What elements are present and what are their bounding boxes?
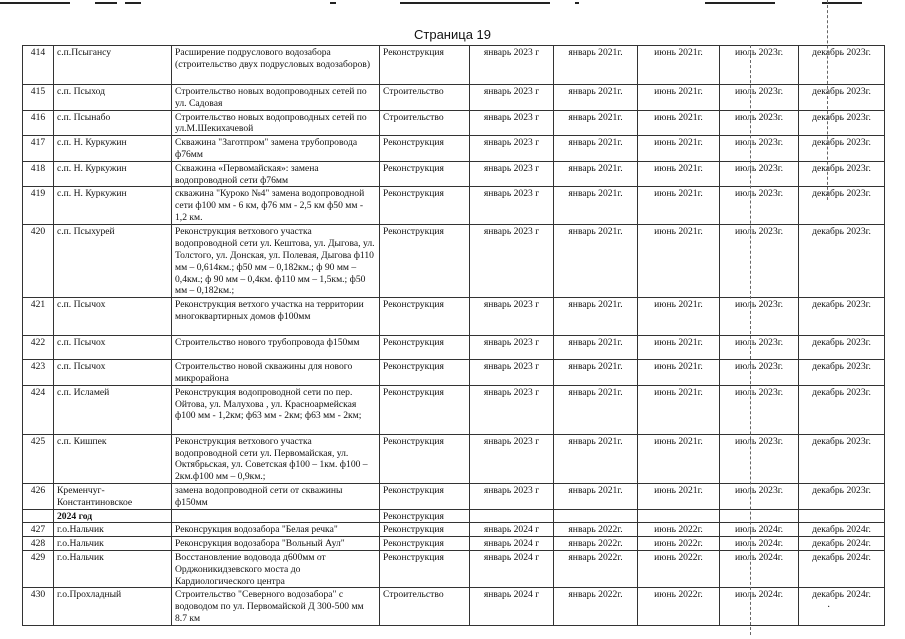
cell-desc: Восстановление водовода д600мм от Орджоникидзевского моста до Кардиологического центра <box>172 550 380 587</box>
table-row <box>23 550 885 587</box>
cell-c5: декабрь 2024г. <box>799 523 885 537</box>
cell-c1: январь 2023 г <box>470 360 554 386</box>
cell-c2: январь 2021г. <box>554 161 638 187</box>
cell-c2: январь 2021г. <box>554 483 638 509</box>
cell-kind: Реконструкция <box>380 187 470 225</box>
cell-kind: Реконструкция <box>380 360 470 386</box>
cell-c2: январь 2021г. <box>554 360 638 386</box>
cell-c2: январь 2021г. <box>554 225 638 298</box>
cell-num: 423 <box>23 360 54 386</box>
cell-c2: январь 2021г. <box>554 336 638 360</box>
cell-c5: декабрь 2023г. <box>799 46 885 85</box>
cell-c2: январь 2021г. <box>554 85 638 111</box>
cell-c5: декабрь 2023г. <box>799 110 885 136</box>
cell-desc: Реконструкция водопроводной сети по пер. Ойтова, ул. Малухова , ул. Красноармейская ф100 мм - 1,2км; ф63 мм - 2км; ф63 мм - 2км; <box>172 385 380 434</box>
cell-desc: Скважина «Первомайская»: замена водопроводной сети ф76мм <box>172 161 380 187</box>
cell-c1: январь 2023 г <box>470 434 554 483</box>
year-header-row <box>23 509 885 523</box>
cell-place: с.п. Псыход <box>54 85 172 111</box>
cell-c3: июнь 2021г. <box>638 360 720 386</box>
table-row <box>23 110 885 136</box>
cell-kind: Реконструкция <box>380 483 470 509</box>
cell-c1: январь 2023 г <box>470 46 554 85</box>
cell-place: с.п. Кишпек <box>54 434 172 483</box>
cell-place: с.п. Псычох <box>54 336 172 360</box>
cell-c2: январь 2021г. <box>554 110 638 136</box>
cell-c3: июнь 2021г. <box>638 385 720 434</box>
cell-num: 425 <box>23 434 54 483</box>
cell-num: 416 <box>23 110 54 136</box>
cell-c2: январь 2021г. <box>554 136 638 162</box>
cell-place: г.о.Нальчик <box>54 550 172 587</box>
cell-c5: декабрь 2023г. <box>799 161 885 187</box>
cell-c2: январь 2022г. <box>554 588 638 625</box>
cell-kind: Реконструкция <box>380 523 470 537</box>
cell-num: 417 <box>23 136 54 162</box>
cell-c3: июнь 2021г. <box>638 298 720 336</box>
cell-num: 420 <box>23 225 54 298</box>
cell-place: с.п. Псыхурей <box>54 225 172 298</box>
scan-mark: · <box>827 602 831 613</box>
cell-c1: январь 2023 г <box>470 298 554 336</box>
projects-table <box>22 45 885 626</box>
cell-c1 <box>470 509 554 523</box>
table-row <box>23 187 885 225</box>
cell-place: г.о.Нальчик <box>54 537 172 551</box>
cell-c1: январь 2023 г <box>470 336 554 360</box>
cell-place: с.п.Псыгансу <box>54 46 172 85</box>
cell-c5: декабрь 2023г. <box>799 434 885 483</box>
cell-c5: декабрь 2023г. <box>799 385 885 434</box>
cell-c2: январь 2021г. <box>554 385 638 434</box>
cell-desc: Скважина "Заготпром" замена трубопровода ф76мм <box>172 136 380 162</box>
cell-c5: декабрь 2023г. <box>799 85 885 111</box>
cell-c5: декабрь 2023г. <box>799 360 885 386</box>
cell-kind: Реконструкция <box>380 537 470 551</box>
cell-num: 428 <box>23 537 54 551</box>
cell-kind: Реконструкция <box>380 225 470 298</box>
table-row <box>23 588 885 625</box>
table-row <box>23 225 885 298</box>
cell-c1: январь 2024 г <box>470 523 554 537</box>
cell-kind: Реконструкция <box>380 385 470 434</box>
cell-c1: январь 2023 г <box>470 161 554 187</box>
cell-c3: июнь 2021г. <box>638 110 720 136</box>
cell-c5: декабрь 2023г. <box>799 298 885 336</box>
cell-num: 419 <box>23 187 54 225</box>
fold-line <box>750 45 751 635</box>
cell-c2: январь 2022г. <box>554 523 638 537</box>
cell-c1: январь 2024 г <box>470 550 554 587</box>
cell-c1: январь 2024 г <box>470 588 554 625</box>
table-row <box>23 483 885 509</box>
cell-place: с.п. Псычох <box>54 298 172 336</box>
cell-c1: январь 2023 г <box>470 483 554 509</box>
cell-c5: декабрь 2024г. <box>799 588 885 625</box>
cell-place: с.п. Н. Куркужин <box>54 136 172 162</box>
cell-desc <box>172 509 380 523</box>
fold-line <box>827 0 828 200</box>
cell-c4: июль 2023г. <box>720 136 799 162</box>
top-edge-lines <box>0 0 905 10</box>
cell-place: 2024 год <box>54 509 172 523</box>
cell-c1: январь 2024 г <box>470 537 554 551</box>
table-row <box>23 434 885 483</box>
cell-c4: июль 2024г. <box>720 523 799 537</box>
cell-c3: июнь 2022г. <box>638 537 720 551</box>
cell-num: 421 <box>23 298 54 336</box>
cell-desc: Реконструкция ветхого участка на территории многоквартирных домов ф100мм <box>172 298 380 336</box>
cell-c3: июнь 2021г. <box>638 46 720 85</box>
cell-kind: Реконструкция <box>380 161 470 187</box>
cell-c1: январь 2023 г <box>470 225 554 298</box>
cell-c3: июнь 2022г. <box>638 523 720 537</box>
cell-c1: январь 2023 г <box>470 85 554 111</box>
cell-num: 418 <box>23 161 54 187</box>
cell-c5: декабрь 2023г. <box>799 136 885 162</box>
cell-num: 430 <box>23 588 54 625</box>
cell-num: 415 <box>23 85 54 111</box>
cell-desc: Реконструкция ветхового участка водопроводной сети ул. Первомайская, ул. Октябрьская, ул. Советская ф100 – 1км. ф100 – 2км.ф100 мм – 0,9км.; <box>172 434 380 483</box>
cell-kind: Строительство <box>380 110 470 136</box>
cell-c5: декабрь 2023г. <box>799 187 885 225</box>
cell-num: 429 <box>23 550 54 587</box>
cell-desc: скважина "Куроко №4" замена водопроводной сети ф100 мм - 6 км, ф76 мм - 2,5 км ф50 мм - 1,2 км. <box>172 187 380 225</box>
cell-desc: Строительство нового трубопровода ф150мм <box>172 336 380 360</box>
cell-c2: январь 2021г. <box>554 298 638 336</box>
cell-c1: январь 2023 г <box>470 110 554 136</box>
cell-c5 <box>799 509 885 523</box>
cell-c2: январь 2021г. <box>554 46 638 85</box>
cell-kind: Строительство <box>380 85 470 111</box>
cell-desc: Строительство новых водопроводных сетей по ул.М.Шекихачевой <box>172 110 380 136</box>
cell-kind: Реконструкция <box>380 550 470 587</box>
cell-c3: июнь 2022г. <box>638 588 720 625</box>
cell-kind: Реконструкция <box>380 434 470 483</box>
cell-place: г.о.Нальчик <box>54 523 172 537</box>
cell-c5: декабрь 2024г. <box>799 537 885 551</box>
cell-place: с.п. Исламей <box>54 385 172 434</box>
cell-c1: январь 2023 г <box>470 187 554 225</box>
cell-c4: июль 2023г. <box>720 110 799 136</box>
cell-desc: Реконсрукция водозабора "Вольный Аул" <box>172 537 380 551</box>
cell-c1: январь 2023 г <box>470 385 554 434</box>
table-row <box>23 46 885 85</box>
cell-c3: июнь 2022г. <box>638 550 720 587</box>
cell-c4: июль 2023г. <box>720 483 799 509</box>
cell-kind: Реконструкция <box>380 336 470 360</box>
table-body <box>23 46 885 626</box>
table-row <box>23 136 885 162</box>
cell-c2: январь 2021г. <box>554 434 638 483</box>
cell-desc: Реконсрукция водозабора "Белая речка" <box>172 523 380 537</box>
cell-c4: июль 2023г. <box>720 434 799 483</box>
cell-num: 424 <box>23 385 54 434</box>
cell-c3: июнь 2021г. <box>638 187 720 225</box>
cell-c4: июль 2024г. <box>720 537 799 551</box>
cell-place: Кременчуг-Константиновское <box>54 483 172 509</box>
table-row <box>23 385 885 434</box>
cell-kind: Реконструкция <box>380 298 470 336</box>
cell-c4: июль 2023г. <box>720 385 799 434</box>
cell-num: 422 <box>23 336 54 360</box>
cell-c5: декабрь 2023г. <box>799 225 885 298</box>
cell-num: 426 <box>23 483 54 509</box>
cell-c3: июнь 2021г. <box>638 336 720 360</box>
cell-desc: Строительство новой скважины для нового микрорайона <box>172 360 380 386</box>
cell-desc: Реконструкция ветхового участка водопроводной сети ул. Кештова, ул. Дыгова, ул. Толстого, ул. Донская, ул. Полевая, Дыгова ф110 мм – 0,614км.; ф50 мм – 0,182км.; ф 90 мм – 0,4км.; ф 90 мм – 0,4км. ф110 мм – 1,5км.; ф50 мм – 0,182км.; <box>172 225 380 298</box>
cell-c2: январь 2022г. <box>554 550 638 587</box>
page-title: Страница 19 <box>414 27 491 42</box>
cell-desc: Расширение подруслового водозабора (строительство двух подрусловых водозаборов) <box>172 46 380 85</box>
table-row <box>23 336 885 360</box>
cell-c4 <box>720 509 799 523</box>
cell-place: с.п. Н. Куркужин <box>54 161 172 187</box>
cell-c3: июнь 2021г. <box>638 85 720 111</box>
cell-c5: декабрь 2023г. <box>799 336 885 360</box>
cell-desc: Строительство новых водопроводных сетей по ул. Садовая <box>172 85 380 111</box>
cell-c3: июнь 2021г. <box>638 434 720 483</box>
table-row <box>23 537 885 551</box>
cell-num <box>23 509 54 523</box>
table-row <box>23 523 885 537</box>
cell-c4: июль 2023г. <box>720 360 799 386</box>
cell-desc: Строительство "Северного водозабора" с водоводом по ул. Первомайской Д 300-500 мм 8.7 км <box>172 588 380 625</box>
cell-c4: июль 2023г. <box>720 298 799 336</box>
cell-c4: июль 2023г. <box>720 225 799 298</box>
cell-c3: июнь 2021г. <box>638 136 720 162</box>
cell-c2: январь 2022г. <box>554 537 638 551</box>
cell-c3 <box>638 509 720 523</box>
cell-place: с.п. Н. Куркужин <box>54 187 172 225</box>
cell-c1: январь 2023 г <box>470 136 554 162</box>
cell-c5: декабрь 2024г. <box>799 550 885 587</box>
cell-c4: июль 2024г. <box>720 550 799 587</box>
cell-kind: Строительство <box>380 588 470 625</box>
cell-place: с.п. Псычох <box>54 360 172 386</box>
cell-c3: июнь 2021г. <box>638 161 720 187</box>
cell-c4: июль 2023г. <box>720 161 799 187</box>
table-row <box>23 85 885 111</box>
cell-kind: Реконструкция <box>380 46 470 85</box>
cell-c3: июнь 2021г. <box>638 225 720 298</box>
table-row <box>23 360 885 386</box>
table-row <box>23 298 885 336</box>
table-row <box>23 161 885 187</box>
cell-place: г.о.Прохладный <box>54 588 172 625</box>
cell-kind: Реконструкция <box>380 509 470 523</box>
cell-c4: июль 2023г. <box>720 187 799 225</box>
cell-c4: июль 2023г. <box>720 85 799 111</box>
cell-num: 427 <box>23 523 54 537</box>
cell-c2: январь 2021г. <box>554 187 638 225</box>
cell-c4: июль 2023г. <box>720 336 799 360</box>
cell-place: с.п. Псынабо <box>54 110 172 136</box>
cell-num: 414 <box>23 46 54 85</box>
cell-c2 <box>554 509 638 523</box>
cell-c3: июнь 2021г. <box>638 483 720 509</box>
cell-kind: Реконструкция <box>380 136 470 162</box>
cell-c4: июль 2024г. <box>720 588 799 625</box>
cell-c5: декабрь 2023г. <box>799 483 885 509</box>
cell-desc: замена водопроводной сети от скважины ф150мм <box>172 483 380 509</box>
cell-c4: июль 2023г. <box>720 46 799 85</box>
